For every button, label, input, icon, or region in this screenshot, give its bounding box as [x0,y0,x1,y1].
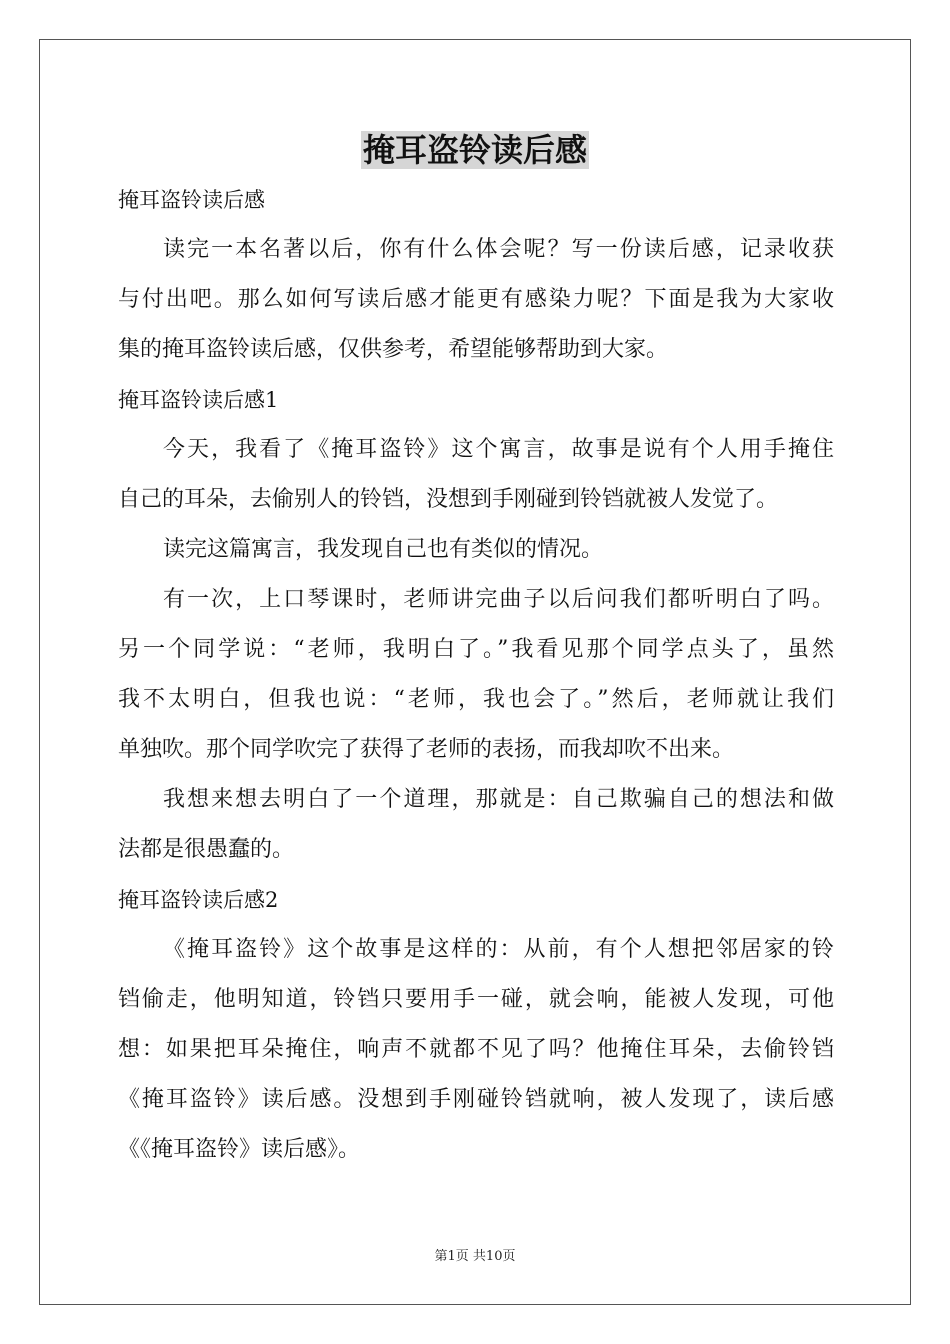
paragraph-line: 读完一本名著以后，你有什么体会呢？写一份读后感，记录收获 [163,237,834,262]
paragraph-line: 读完这篇寓言，我发现自己也有类似的情况。 [163,537,604,562]
paragraph-line: 法都是很愚蠢的。 [118,837,295,862]
paragraph-line: 单独吹。那个同学吹完了获得了老师的表扬，而我却吹不出来。 [118,737,735,762]
paragraph-line: 与付出吧。那么如何写读后感才能更有感染力呢？下面是我为大家收 [118,287,834,312]
document-title [0,128,950,172]
paragraph-line: 铛偷走，他明知道，铃铛只要用手一碰，就会响，能被人发现，可他 [118,987,834,1012]
paragraph-line: 《掩耳盗铃》读后感。没想到手刚碰铃铛就响，被人发现了，读后感 [118,1087,834,1112]
document-body [118,175,834,1175]
paragraph-line: 自己的耳朵，去偷别人的铃铛，没想到手刚碰到铃铛就被人发觉了。 [118,487,779,512]
paragraph-line: 我想来想去明白了一个道理，那就是：自己欺骗自己的想法和做 [163,787,834,812]
paragraph-line: 今天，我看了《掩耳盗铃》这个寓言，故事是说有个人用手掩住 [163,437,834,462]
paragraph-line: 另一个同学说：“老师，我明白了。”我看见那个同学点头了，虽然 [118,637,834,662]
section-heading: 掩耳盗铃读后感1 [118,388,279,412]
paragraph-line: 有一次，上口琴课时，老师讲完曲子以后问我们都听明白了吗。 [163,587,834,612]
paragraph-line: 想：如果把耳朵掩住，响声不就都不见了吗？他掩住耳朵，去偷铃铛 [118,1037,834,1062]
page-footer: 第1页 共10页 [434,1249,516,1264]
paragraph-line: 集的掩耳盗铃读后感，仅供参考，希望能够帮助到大家。 [118,337,669,362]
paragraph-line: 《《掩耳盗铃》读后感》。 [118,1137,361,1162]
paragraph-line: 《掩耳盗铃》这个故事是这样的：从前，有个人想把邻居家的铃 [163,937,834,962]
paragraph-line: 我不太明白，但我也说：“老师，我也会了。”然后，老师就让我们 [118,687,834,712]
section-heading: 掩耳盗铃读后感2 [118,888,279,912]
document-title-text: 掩耳盗铃读后感 [362,131,587,169]
section-heading: 掩耳盗铃读后感 [118,188,265,212]
